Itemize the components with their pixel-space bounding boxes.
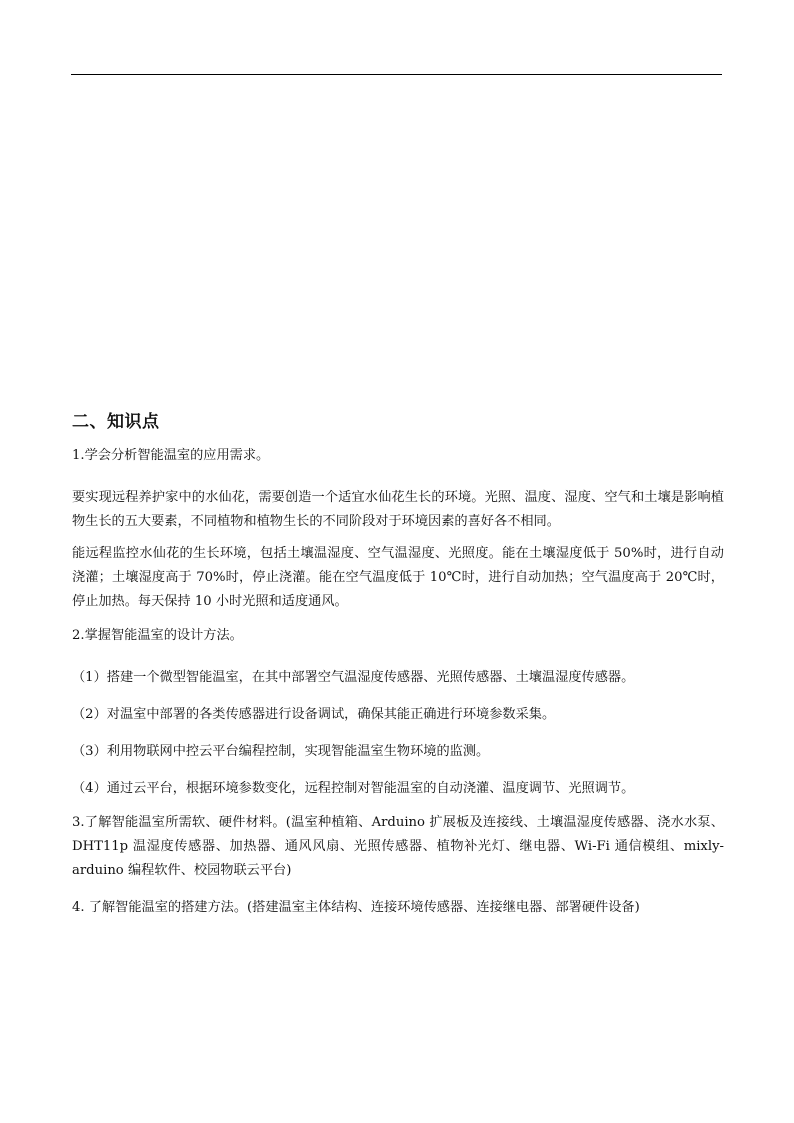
section-title: 二、知识点	[72, 412, 160, 432]
paragraph-requirement-detail: 能远程监控水仙花的生长环境，包括土壤温湿度、空气温湿度、光照度。能在土壤湿度低于 50%时，进行自动浇灌；土壤湿度高于 70%时，停止浇灌。能在空气温度低于 10℃时，进行自动加热；空气温度高于 20℃时，停止加热。每天保持 10 小时光照和适度通风。	[72, 546, 724, 609]
header-rule	[71, 74, 722, 75]
sub-item-2: （2）对温室中部署的各类传感器进行设备调试，确保其能正确进行环境参数采集。	[72, 707, 556, 722]
paragraph-requirement-intro: 要实现远程养护家中的水仙花，需要创造一个适宜水仙花生长的环境。光照、温度、湿度、空气和土壤是影响植物生长的五大要素，不同植物和植物生长的不同阶段对于环境因素的喜好各不相同。	[72, 490, 724, 529]
item-4: 4. 了解智能温室的搭建方法。(搭建温室主体结构、连接环境传感器、连接继电器、部署硬件设备)	[72, 900, 640, 915]
sub-item-4: （4）通过云平台，根据环境参数变化，远程控制对智能温室的自动浇灌、温度调节、光照调节。	[72, 781, 635, 796]
item-2: 2.掌握智能温室的设计方法。	[72, 628, 243, 643]
item-1: 1.学会分析智能温室的应用需求。	[72, 448, 270, 463]
document-body	[72, 410, 724, 938]
sub-item-3: （3）利用物联网中控云平台编程控制，实现智能温室生物环境的监测。	[72, 744, 490, 759]
sub-item-1: （1）搭建一个微型智能温室，在其中部署空气温湿度传感器、光照传感器、土壤温湿度传感器。	[72, 670, 635, 685]
item-3: 3.了解智能温室所需软、硬件材料。(温室种植箱、Arduino 扩展板及连接线、土壤温湿度传感器、浇水水泵、DHT11p 温湿度传感器、加热器、通风风扇、光照传感器、植物补光灯、继电器、Wi-Fi 通信模组、mixly-arduino 编程软件、校园物联云平台)	[72, 815, 724, 878]
